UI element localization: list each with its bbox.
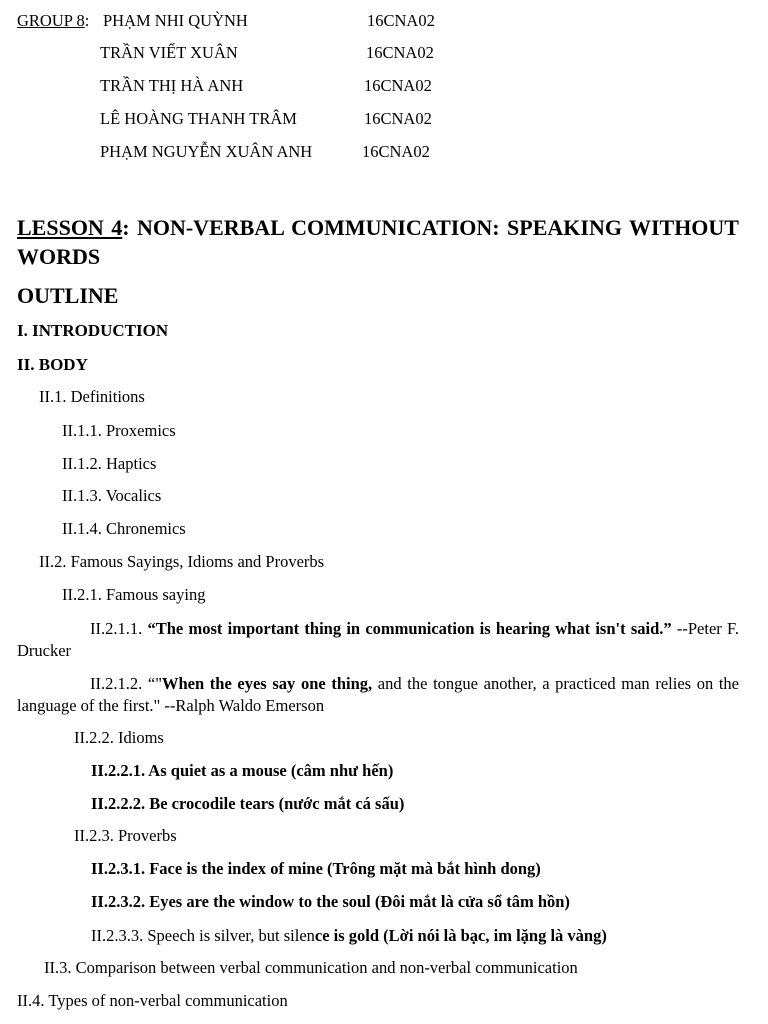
section-definitions: II.1. Definitions [39, 387, 145, 406]
item-famous-saying: II.2.1. Famous saying [62, 585, 206, 604]
proverb-item: II.2.3.3. Speech is silver, but silence is gold (Lời nói là bạc, im lặng là vàng) [91, 926, 607, 945]
member-name: PHẠM NGUYỄN XUÂN ANH [100, 142, 313, 161]
member-class: 16CNA02 [364, 76, 432, 95]
section-proverbs: II.2.3. Proverbs [74, 826, 177, 845]
quote-emerson: II.2.1.2. “"When the eyes say one thing, and the tongue another, a practiced man relies on the language of the first." --Ralph Waldo Emerson [17, 674, 740, 715]
item-vocalics: II.1.3. Vocalics [62, 486, 162, 505]
member-class: 16CNA02 [367, 11, 435, 30]
section-idioms: II.2.2. Idioms [74, 728, 164, 747]
proverb-item: II.2.3.1. Face is the index of mine (Trông mặt mà bắt hình dong) [91, 859, 541, 878]
member-class: 16CNA02 [362, 142, 430, 161]
quote-drucker: II.2.1.1. “The most important thing in communication is hearing what isn't said.” --Peter F. Drucker [17, 619, 740, 660]
section-body: II. BODY [17, 355, 88, 374]
section-introduction: I. INTRODUCTION [17, 321, 169, 340]
member-class: 16CNA02 [366, 43, 434, 62]
idiom-item: II.2.2.2. Be crocodile tears (nước mắt cá sấu) [91, 794, 405, 813]
member-name: TRẦN VIẾT XUÂN [100, 43, 238, 62]
member-class: 16CNA02 [364, 109, 432, 128]
item-haptics: II.1.2. Haptics [62, 454, 157, 473]
section-comparison: II.3. Comparison between verbal communication and non-verbal communication [44, 958, 578, 977]
section-sayings: II.2. Famous Sayings, Idioms and Proverbs [39, 552, 325, 571]
idiom-item: II.2.2.1. As quiet as a mouse (câm như hến) [91, 761, 394, 780]
group-label: GROUP 8: [17, 11, 90, 30]
member-name: TRẦN THỊ HÀ ANH [100, 76, 244, 95]
item-proxemics: II.1.1. Proxemics [62, 421, 176, 440]
proverb-item: II.2.3.2. Eyes are the window to the soul (Đôi mắt là cửa sổ tâm hồn) [91, 892, 570, 911]
member-name: LÊ HOÀNG THANH TRÂM [100, 109, 297, 128]
lesson-title: LESSON 4: NON-VERBAL COMMUNICATION: SPEAKING WITHOUT WORDS [17, 215, 739, 269]
section-types: II.4. Types of non-verbal communication [17, 991, 288, 1010]
outline-heading: OUTLINE [17, 283, 119, 308]
item-chronemics: II.1.4. Chronemics [62, 519, 186, 538]
member-name: PHẠM NHI QUỲNH [103, 11, 248, 30]
